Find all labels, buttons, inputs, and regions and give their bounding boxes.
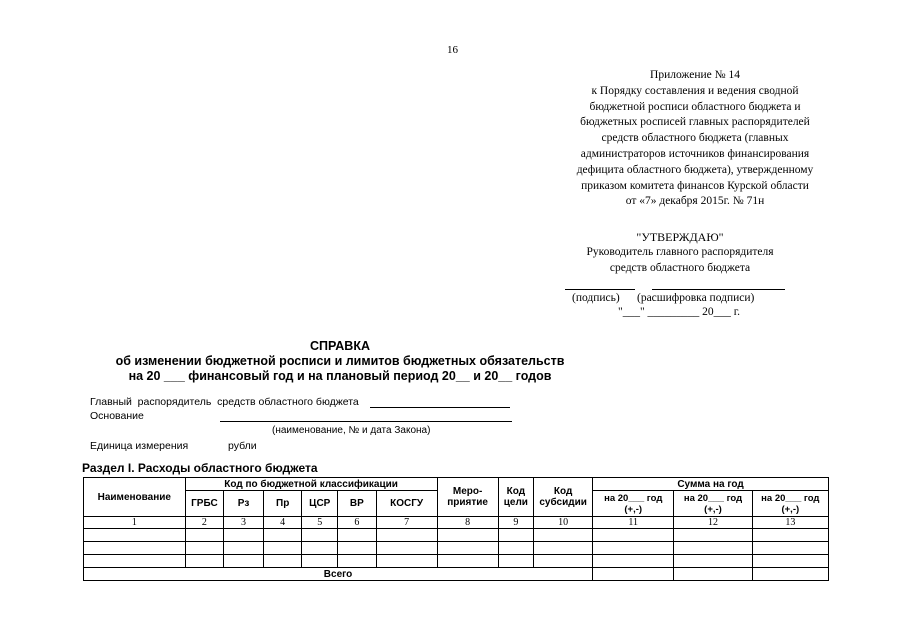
main-manager-label: Главный распорядитель средств областного бюджета <box>90 396 359 408</box>
table-cell[interactable] <box>437 529 498 542</box>
table-cell[interactable] <box>338 542 377 555</box>
table-cell[interactable] <box>593 555 674 568</box>
table-cell[interactable] <box>185 555 224 568</box>
signature-decryption-line[interactable] <box>652 289 785 290</box>
table-cell[interactable] <box>752 529 828 542</box>
table-cell[interactable] <box>84 555 186 568</box>
table-cell[interactable] <box>593 529 674 542</box>
table-cell[interactable] <box>498 555 534 568</box>
column-number: 5 <box>302 517 338 529</box>
name-header: Наименование <box>84 478 186 517</box>
expenses-table <box>83 477 829 581</box>
unit-label: Единица измерения <box>90 440 189 452</box>
approval-line: Руководитель главного распорядителя <box>586 246 774 258</box>
sum-header-year-2: на 20___ год (+,-) <box>674 491 752 517</box>
table-cell[interactable] <box>752 542 828 555</box>
document-title: СПРАВКА <box>310 339 370 353</box>
table-cell[interactable] <box>263 529 302 542</box>
table-cell[interactable] <box>498 542 534 555</box>
column-number: 12 <box>674 517 752 529</box>
table-cell[interactable] <box>376 555 437 568</box>
table-cell[interactable] <box>534 555 593 568</box>
table-cell[interactable] <box>674 555 752 568</box>
subsidy-code-header: Код субсидии <box>534 478 593 517</box>
code-header-grbs: ГРБС <box>185 491 224 517</box>
table-cell[interactable] <box>674 568 752 581</box>
approval-title: "УТВЕРЖДАЮ" <box>636 230 724 244</box>
column-number: 2 <box>185 517 224 529</box>
table-cell[interactable] <box>498 529 534 542</box>
header-line: администраторов источников финансирования <box>580 147 810 160</box>
code-header-vr: ВР <box>338 491 377 517</box>
table-cell[interactable] <box>84 542 186 555</box>
table-cell[interactable] <box>674 542 752 555</box>
table-row <box>84 542 829 555</box>
table-cell[interactable] <box>437 555 498 568</box>
column-number: 13 <box>752 517 828 529</box>
table-cell[interactable] <box>338 555 377 568</box>
table-cell[interactable] <box>437 542 498 555</box>
table-row <box>84 529 829 542</box>
column-number-row <box>84 517 829 529</box>
basis-caption: (наименование, № и дата Закона) <box>272 425 431 436</box>
table-cell[interactable] <box>674 529 752 542</box>
table-cell[interactable] <box>185 542 224 555</box>
header-line: бюджетной росписи областного бюджета и <box>589 100 801 113</box>
table-cell[interactable] <box>752 555 828 568</box>
column-number: 4 <box>263 517 302 529</box>
basis-input-line[interactable] <box>220 421 512 422</box>
table-cell[interactable] <box>224 542 264 555</box>
sum-group-header: Сумма на год <box>593 478 829 491</box>
column-number: 11 <box>593 517 674 529</box>
header-line: от «7» декабря 2015г. № 71н <box>625 195 765 208</box>
budget-code-group-header: Код по бюджетной классификации <box>185 478 437 491</box>
code-header-rz: Рз <box>224 491 264 517</box>
table-cell[interactable] <box>376 542 437 555</box>
table-cell[interactable] <box>84 529 186 542</box>
table-cell[interactable] <box>593 568 674 581</box>
total-row <box>84 568 829 581</box>
table-cell[interactable] <box>593 542 674 555</box>
unit-value: рубли <box>228 440 257 452</box>
column-number: 10 <box>534 517 593 529</box>
page-number: 16 <box>447 44 458 56</box>
total-label: Всего <box>84 568 593 581</box>
signature-caption: (подпись) (расшифровка подписи) <box>572 292 755 304</box>
document-subtitle: на 20 ___ финансовый год и на плановый период 20__ и 20__ годов <box>128 369 552 383</box>
table-cell[interactable] <box>224 529 264 542</box>
column-number: 3 <box>224 517 264 529</box>
header-line: к Порядку составления и ведения сводной <box>591 84 799 97</box>
table-cell[interactable] <box>752 568 828 581</box>
table-cell[interactable] <box>302 542 338 555</box>
sum-header-year-3: на 20___ год (+,-) <box>752 491 828 517</box>
table-cell[interactable] <box>338 529 377 542</box>
header-line: бюджетных росписей главных распорядителей <box>580 116 810 129</box>
header-line: дефицита областного бюджета), утвержденному <box>576 163 814 176</box>
approval-date-line[interactable]: "___" _________ 20___ г. <box>618 306 741 318</box>
appendix-header-block <box>545 68 845 210</box>
table-cell[interactable] <box>302 529 338 542</box>
table-cell[interactable] <box>302 555 338 568</box>
table-cell[interactable] <box>263 542 302 555</box>
section-title: Раздел I. Расходы областного бюджета <box>82 461 318 475</box>
column-number: 7 <box>376 517 437 529</box>
table-row <box>84 555 829 568</box>
approval-line: средств областного бюджета <box>609 262 751 274</box>
signature-line[interactable] <box>565 289 635 290</box>
header-line: Приложение № 14 <box>650 69 740 81</box>
code-header-kosgu: КОСГУ <box>376 491 437 517</box>
column-number: 1 <box>84 517 186 529</box>
column-number: 6 <box>338 517 377 529</box>
code-header-csr: ЦСР <box>302 491 338 517</box>
event-header: Меро- приятие <box>437 478 498 517</box>
column-number: 8 <box>437 517 498 529</box>
document-subtitle: об изменении бюджетной росписи и лимитов бюджетных обязательств <box>115 354 565 368</box>
goal-code-header: Код цели <box>498 478 534 517</box>
code-header-pr: Пр <box>263 491 302 517</box>
table-cell[interactable] <box>534 542 593 555</box>
sum-header-year-1: на 20___ год (+,-) <box>593 491 674 517</box>
table-cell[interactable] <box>376 529 437 542</box>
table-cell[interactable] <box>534 529 593 542</box>
header-line: приказом комитета финансов Курской области <box>581 179 809 192</box>
header-line: средств областного бюджета (главных <box>601 132 789 145</box>
table-cell[interactable] <box>224 555 264 568</box>
table-cell[interactable] <box>185 529 224 542</box>
basis-label: Основание <box>90 410 144 422</box>
table-cell[interactable] <box>263 555 302 568</box>
main-manager-input-line[interactable] <box>370 407 510 408</box>
table-header-row <box>84 478 829 491</box>
column-number: 9 <box>498 517 534 529</box>
